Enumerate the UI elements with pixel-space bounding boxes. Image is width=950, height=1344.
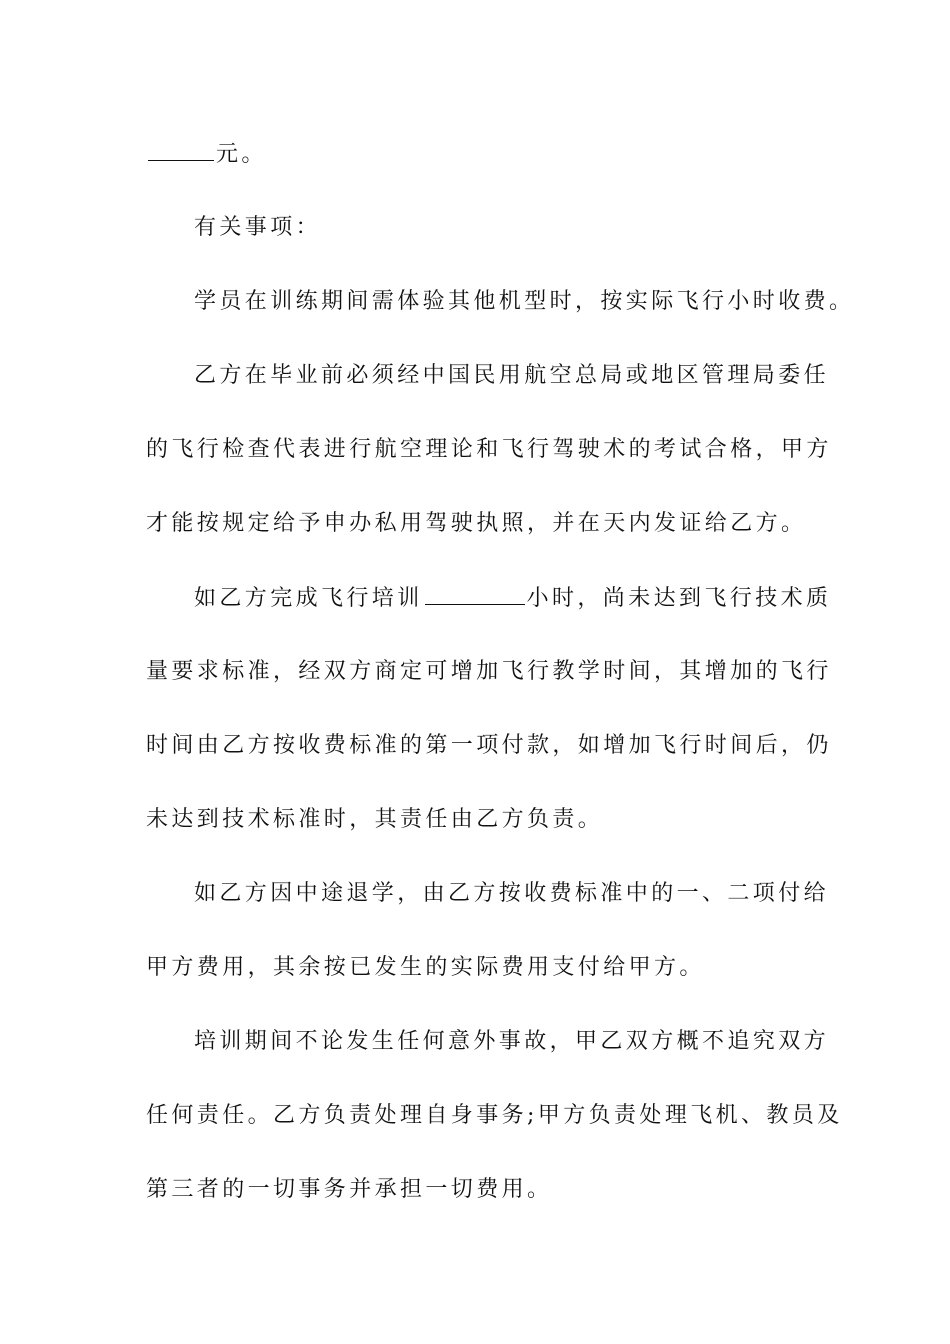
text-fragment: 元。 [216, 142, 267, 167]
section-heading: 有关事项： [194, 215, 322, 240]
fill-in-blank-amount[interactable] [148, 136, 214, 161]
paragraph-line: 如乙方因中途退学，由乙方按收费标准中的一、二项付给 [194, 881, 830, 906]
paragraph-line: 量要求标准，经双方商定可增加飞行教学时间，其增加的飞行 [146, 659, 832, 684]
paragraph-line: 才能按规定给予申办私用驾驶执照，并在天内发证给乙方。 [146, 511, 807, 536]
text-line-hours-blank [194, 580, 864, 616]
text-line-fee-blank [146, 136, 816, 172]
fill-in-blank-hours[interactable] [425, 580, 525, 605]
text-fragment: 小时，尚未达到飞行技术质 [526, 586, 832, 611]
paragraph-line: 乙方在毕业前必须经中国民用航空总局或地区管理局委任 [194, 363, 830, 388]
text-fragment: 如乙方完成飞行培训 [194, 586, 423, 611]
paragraph-line: 甲方费用，其余按已发生的实际费用支付给甲方。 [146, 955, 705, 980]
paragraph-line: 学员在训练期间需体验其他机型时，按实际飞行小时收费。 [194, 289, 855, 314]
paragraph-line: 未达到技术标准时，其责任由乙方负责。 [146, 807, 604, 832]
paragraph-line: 的飞行检查代表进行航空理论和飞行驾驶术的考试合格，甲方 [146, 437, 832, 462]
paragraph-line: 任何责任。乙方负责处理自身事务;甲方负责处理飞机、教员及 [146, 1103, 843, 1128]
paragraph-line: 时间由乙方按收费标准的第一项付款，如增加飞行时间后，仍 [146, 733, 832, 758]
paragraph-line: 培训期间不论发生任何意外事故，甲乙双方概不追究双方 [194, 1029, 830, 1054]
paragraph-line: 第三者的一切事务并承担一切费用。 [146, 1177, 553, 1202]
